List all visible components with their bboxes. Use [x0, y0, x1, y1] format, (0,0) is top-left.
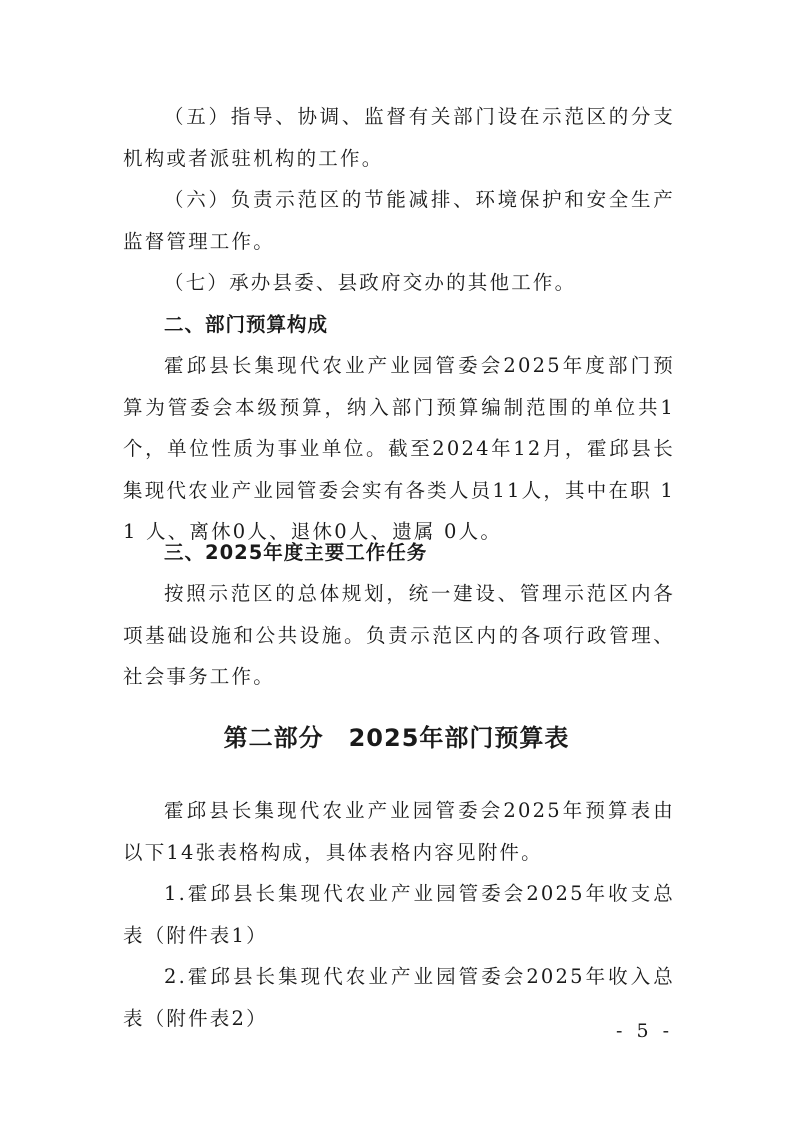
section-heading-main-tasks: 三、2025年度主要工作任务 — [164, 541, 428, 564]
paragraph-item-5: （五）指导、协调、监督有关部门设在示范区的分支机构或者派驻机构的工作。 — [123, 105, 675, 170]
list-item: 1.霍邱县长集现代农业产业园管委会2025年收支总表（附件表1） — [123, 882, 675, 947]
paragraph-budget-composition: 霍邱县长集现代农业产业园管委会2025年度部门预算为管委会本级预算，纳入部门预算编制范围的单位共1个，单位性质为事业单位。截至2024年12月，霍邱县长集现代农业产业园管委会实有各类人员11人，其中在职 11 人、离休0人、退休0人、遗属 0人。 — [123, 354, 675, 543]
paragraph-main-tasks: 按照示范区的总体规划，统一建设、管理示范区内各项基础设施和公共设施。负责示范区内的各项行政管理、社会事务工作。 — [123, 582, 675, 688]
paragraph-part-two-intro: 霍邱县长集现代农业产业园管委会2025年预算表由以下14张表格构成，具体表格内容见附件。 — [123, 799, 675, 864]
part-two-title: 第二部分 2025年部门预算表 — [223, 724, 570, 752]
page-number: - 5 - — [615, 1020, 673, 1042]
list-item: 2.霍邱县长集现代农业产业园管委会2025年收入总表（附件表2） — [123, 965, 675, 1030]
paragraph-item-6: （六）负责示范区的节能减排、环境保护和安全生产监督管理工作。 — [123, 188, 675, 253]
paragraph-item-7: （七）承办县委、县政府交办的其他工作。 — [164, 271, 577, 294]
section-heading-budget-composition: 二、部门预算构成 — [164, 313, 329, 336]
